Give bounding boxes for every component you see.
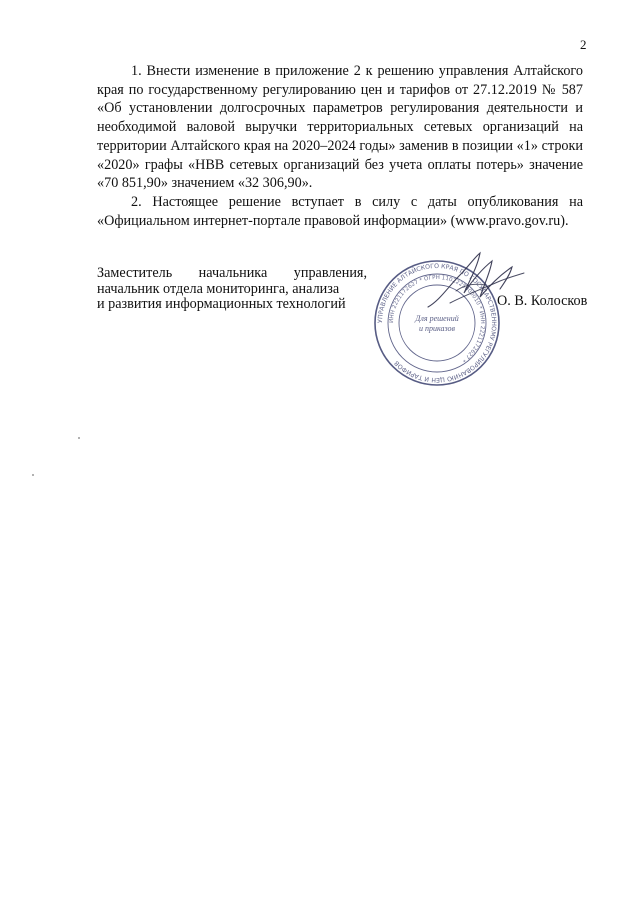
position-line-2: начальник отдела мониторинга, анализа — [97, 280, 340, 297]
stamp-outer-text: УПРАВЛЕНИЕ АЛТАЙСКОГО КРАЯ ПО ГОСУДАРСТВЕННОМУ РЕГУЛИРОВАНИЮ ЦЕН И ТАРИФОВ — [376, 262, 498, 384]
handwritten-signature — [420, 245, 530, 325]
position-line-3: и развития информационных технологий — [97, 296, 346, 312]
scan-speck — [32, 474, 34, 476]
page-number: 2 — [580, 37, 587, 52]
signatory-position — [97, 266, 367, 313]
document-body — [97, 62, 583, 230]
paragraph-1: 1. Внести изменение в приложение 2 к решению управления Алтайского края по государственному регулированию цен и тарифов от 27.12.2019 № 587 «Об установлении долгосрочных параметров регулирования деятельности и необходимой валовой выручки территориальных сетевых организаций на территории Алтайского края на 2020–2024 годы» заменив в позиции «1» строки «2020» графы «НВВ сетевых организаций без учета оплаты потерь» значение «70 851,90» значением «32 306,90». — [97, 63, 583, 192]
stamp-center-line-2: и приказов — [418, 324, 456, 333]
position-word: Заместитель — [97, 265, 173, 281]
stamp-inner-text: ИНН 2221172627 * ОГРН 1102225000010 * ИНН 2221172627 * — [388, 274, 486, 363]
stamp-center-line-1: Для решений — [415, 314, 459, 323]
position-line-1 — [97, 266, 367, 282]
scan-speck — [78, 437, 80, 439]
position-word: начальника — [198, 265, 268, 281]
position-word: управления, — [293, 265, 367, 281]
paragraph-2: 2. Настоящее решение вступает в силу с даты опубликования на «Официальном интернет-портале правовой информации» (www.pravo.gov.ru). — [97, 193, 583, 229]
signatory-name: О. В. Колосков — [497, 293, 588, 309]
